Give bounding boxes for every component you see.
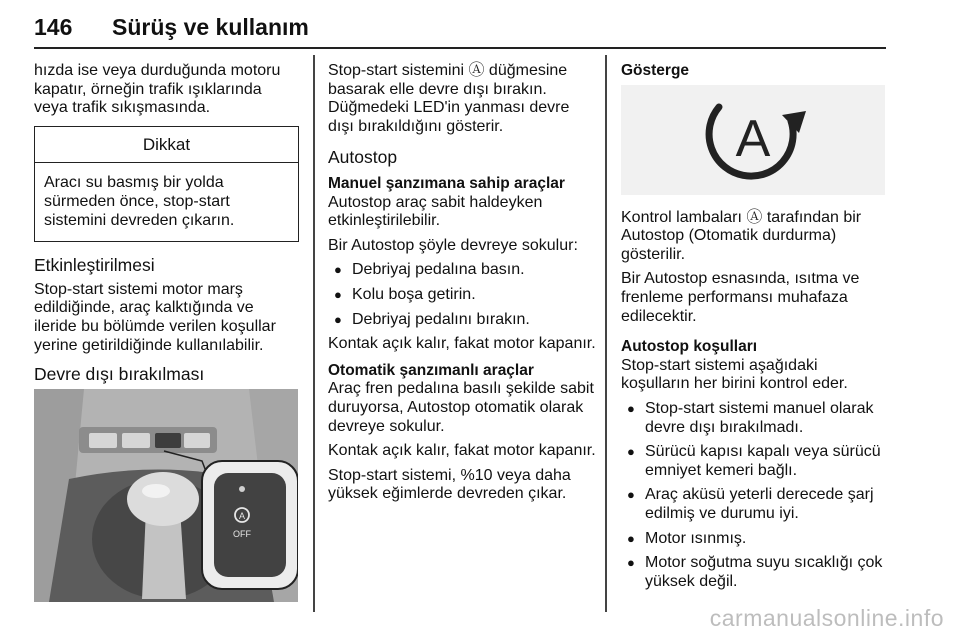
list-item: ● Motor soğutma suyu sıcaklığı çok yüksek değil. <box>621 554 889 591</box>
list-item: ● Debriyaj pedalını bırakın. <box>328 311 596 330</box>
list-item: ● Sürücü kapısı kapalı veya sürücü emniyet kemeri bağlı. <box>621 443 889 480</box>
warning-title: Dikkat <box>35 127 298 164</box>
heading-enable: Etkinleştirilmesi <box>34 255 155 276</box>
list-item: ● Kolu boşa getirin. <box>328 286 596 305</box>
heading-disable: Devre dışı bırakılması <box>34 364 205 385</box>
column-2 <box>328 62 596 510</box>
heading-autostop: Autostop <box>328 147 398 168</box>
watermark: carmanualsonline.info <box>709 605 944 631</box>
indicator-letter: A <box>735 109 771 168</box>
list-item: ● Motor ısınmış. <box>621 530 889 549</box>
page-number: 146 <box>34 14 73 40</box>
auto-paragraph: Araç fren pedalına basılı şekilde sabit duruyorsa, Autostop otomatik olarak devreye sokulur. <box>328 380 594 435</box>
list-item: ● Araç aküsü yeterli derecede şarj edilmiş ve durumu iyi. <box>621 486 889 523</box>
manual-paragraph: Autostop araç sabit haldeyken etkinleştirilebilir. <box>328 193 543 230</box>
enable-paragraph: Stop-start sistemi motor marş edildiğinde, araç kalktığında ve ileride bu bölümde verilen koşullar yerine getirildiğinde kullanılabilir. <box>34 280 276 354</box>
list-item: ● Stop-start sistemi manuel olarak devre dışı bırakılmadı. <box>621 400 889 437</box>
column-3 <box>621 62 889 597</box>
svg-text:A: A <box>238 511 246 521</box>
heading-automatic-transmission: Otomatik şanzımanlı araçlar <box>328 361 534 379</box>
autostop-paragraph: Bir Autostop esnasında, ısıtma ve frenleme performansı muhafaza edilecektir. <box>621 270 860 325</box>
autostop-indicator-illustration <box>621 85 885 195</box>
heading-autostop-conditions: Autostop koşulları <box>621 338 758 356</box>
conditions-list <box>621 400 889 591</box>
column-1 <box>34 62 299 384</box>
auto-note: Kontak açık kalır, fakat motor kapanır. <box>328 442 596 460</box>
warning-box <box>34 126 299 242</box>
page-header-title: Sürüş ve kullanım <box>112 14 309 40</box>
header-rule <box>34 47 886 49</box>
manual-note: Kontak açık kalır, fakat motor kapanır. <box>328 335 596 353</box>
photo-off-label: OFF <box>233 529 251 539</box>
lamp-paragraph: Kontrol lambaları Ⓐ tarafından bir Autostop (Otomatik durdurma) gösterilir. <box>621 208 862 263</box>
autostop-indicator-icon <box>621 85 885 195</box>
conditions-intro: Stop-start sistemi aşağıdaki koşulların her birini kontrol eder. <box>621 356 848 393</box>
intro-paragraph: hızda ise veya durduğunda motoru kapatır, örneğin trafik ışıklarında veya trafik sıkışmasında. <box>34 62 281 117</box>
stop-start-button-photo <box>34 389 298 602</box>
heading-manual-transmission: Manuel şanzımana sahip araçlar <box>328 174 565 192</box>
disable-paragraph: Stop-start sistemini Ⓐ düğmesine basarak elle devre dışı bırakın. Düğmedeki LED'in yanması devre dışı bırakıldığını gösterir. <box>328 62 570 135</box>
manual-intro: Bir Autostop şöyle devreye sokulur: <box>328 236 578 254</box>
list-item: ● Debriyaj pedalına basın. <box>328 261 596 280</box>
manual-steps-list <box>328 261 596 329</box>
column-divider-2 <box>605 55 607 612</box>
column-divider-1 <box>313 55 315 612</box>
console-illustration <box>34 389 298 602</box>
warning-text: Aracı su basmış bir yolda sürmeden önce, stop-start sistemini devreden çıkarın. <box>44 174 235 229</box>
heading-indicator: Gösterge <box>621 62 690 79</box>
slope-paragraph: Stop-start sistemi, %10 veya daha yüksek eğimlerde devreden çıkar. <box>328 466 571 503</box>
